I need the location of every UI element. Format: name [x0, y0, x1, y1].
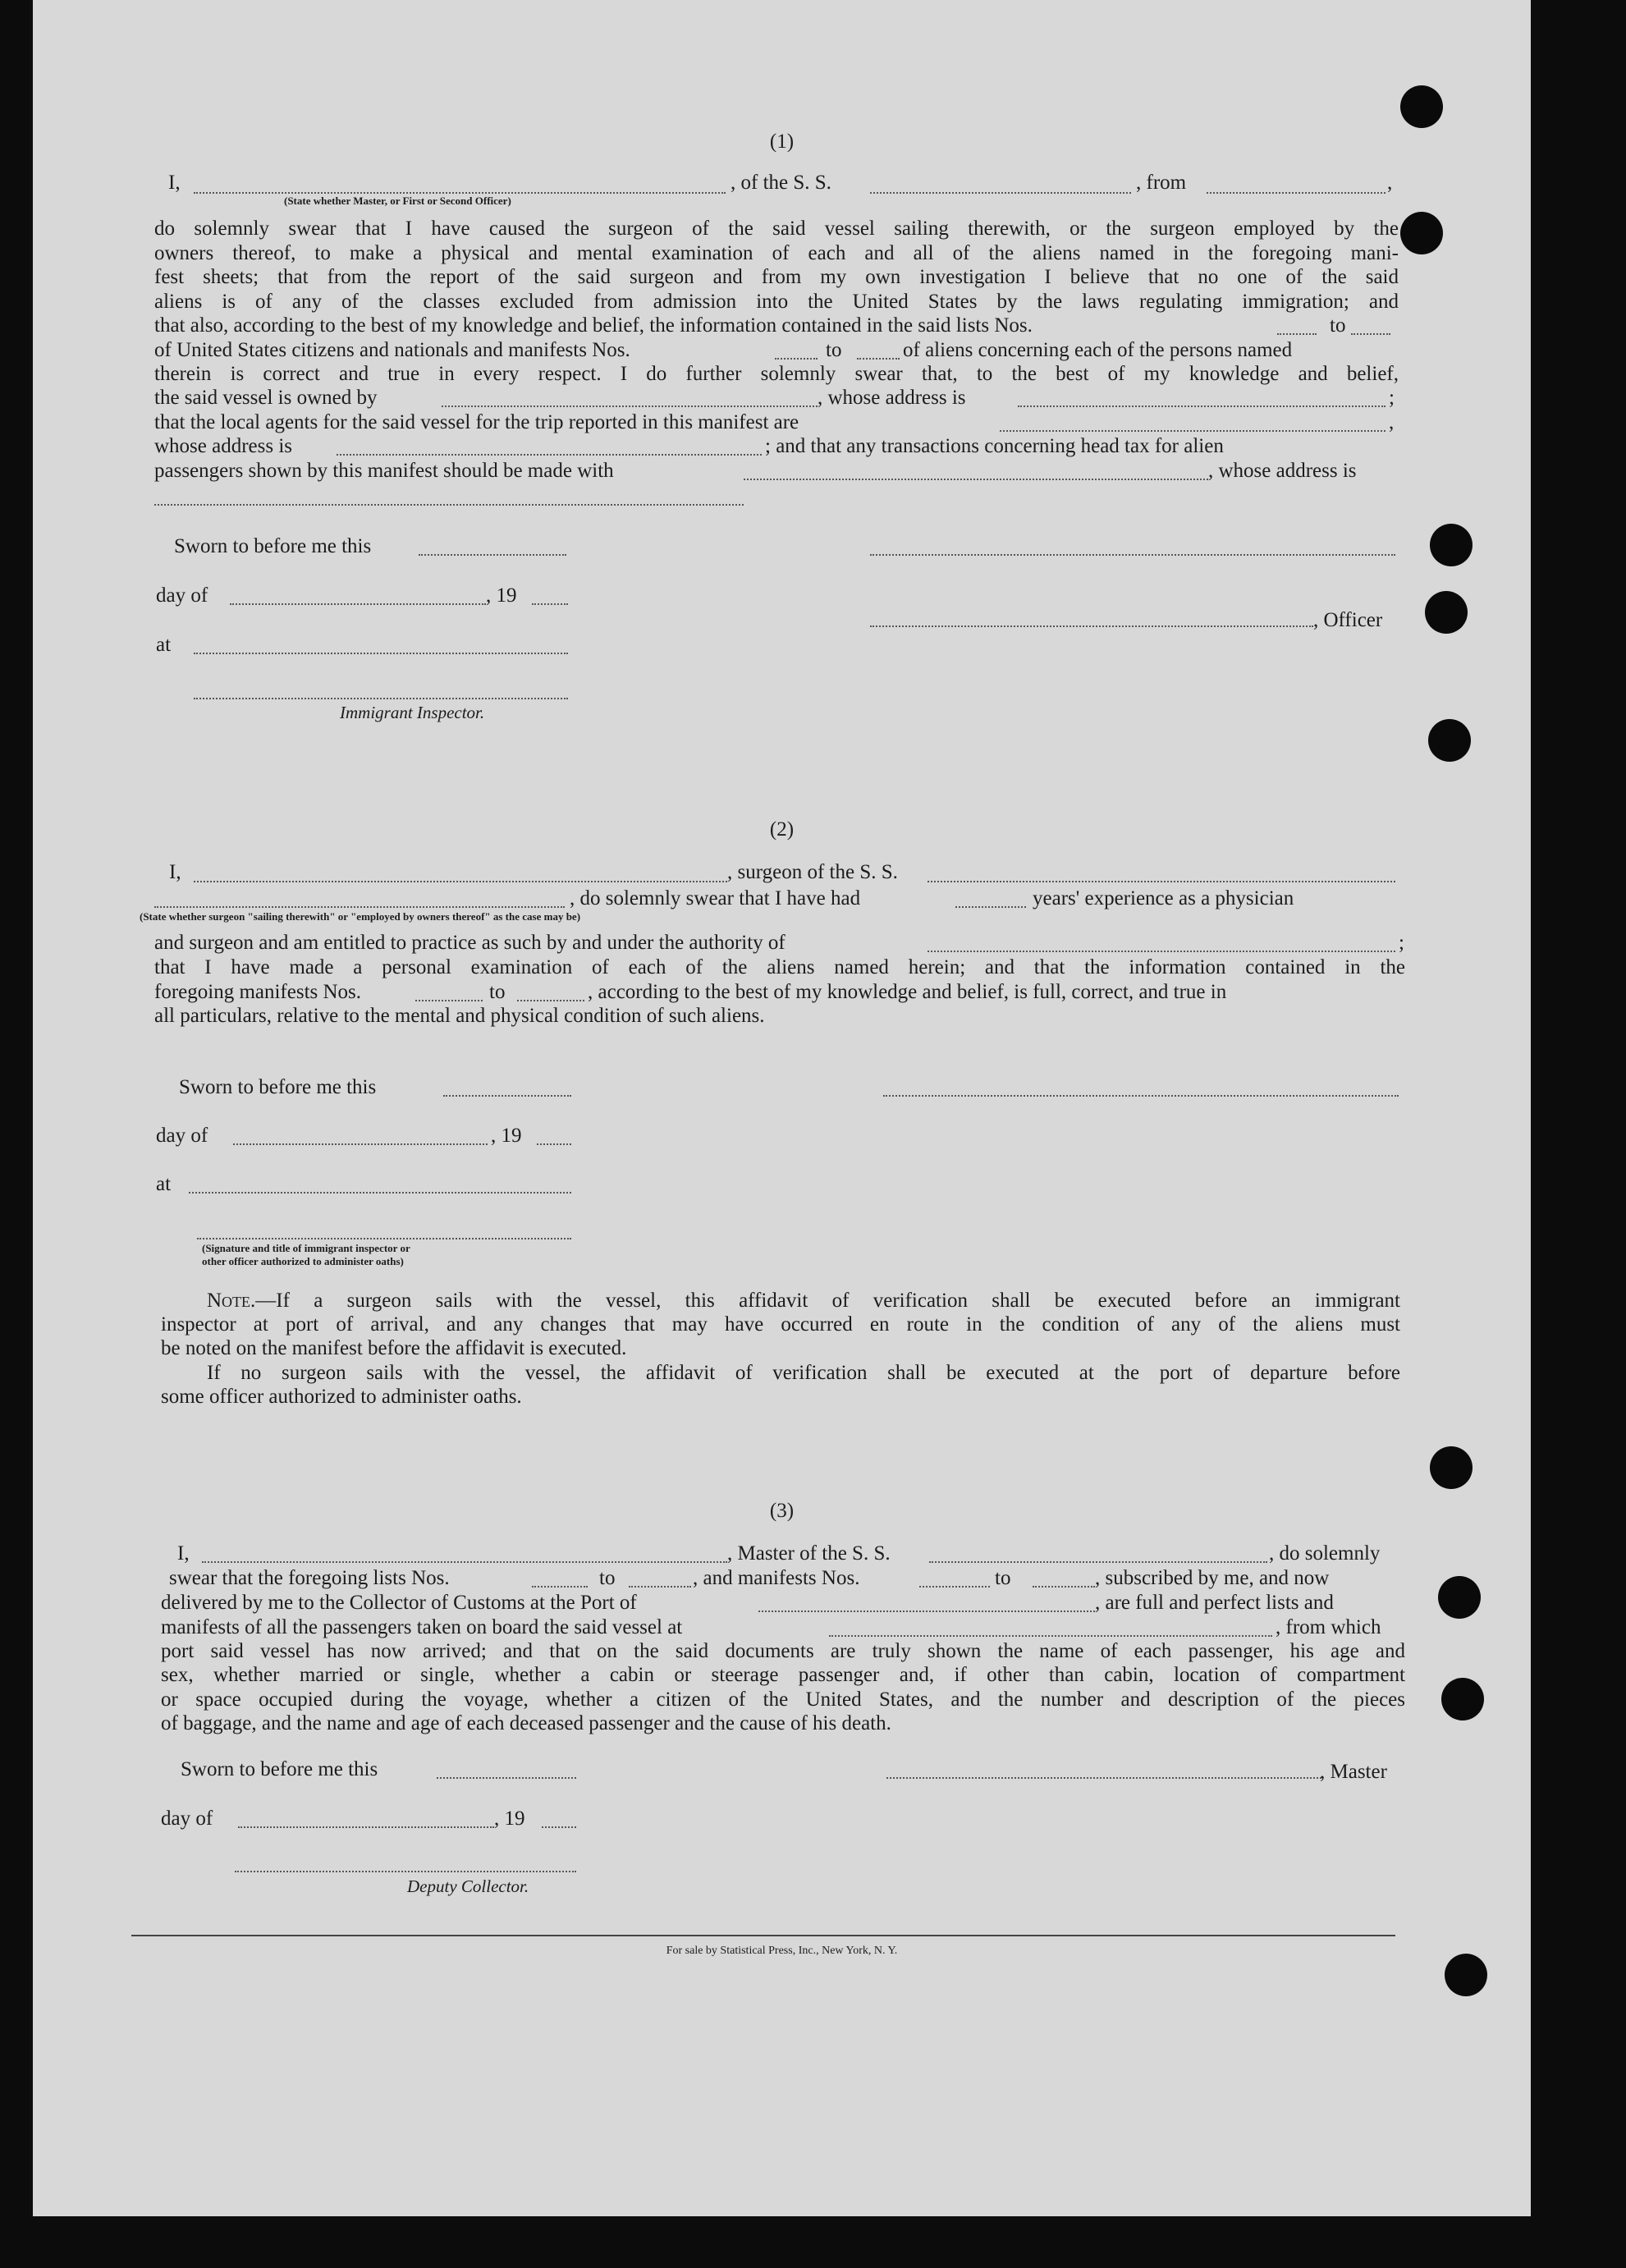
text-comma: , [1389, 411, 1395, 433]
surgeon-signature-field[interactable] [883, 1095, 1399, 1097]
agents-field[interactable] [1000, 430, 1386, 432]
inspector-signature-field[interactable] [197, 1238, 571, 1239]
text-owned-by: the said vessel is owned by [154, 387, 378, 409]
master-name-field[interactable] [202, 1561, 727, 1563]
punch-hole [1400, 85, 1443, 128]
punch-hole [1425, 591, 1468, 634]
inspector-signature-field[interactable] [194, 698, 568, 699]
text-local-agents: that the local agents for the said vessel for the trip reported in this manifest are [154, 411, 799, 433]
text-taken-at: manifests of all the passengers taken on board the said vessel at [161, 1616, 683, 1638]
years-field[interactable] [955, 906, 1026, 908]
note-line: be noted on the manifest before the affidavit is executed. [161, 1337, 627, 1359]
head-tax-party-field[interactable] [744, 479, 1208, 480]
footer-rule [131, 1935, 1395, 1936]
paragraph-line: port said vessel has now arrived; and that on the said documents are truly shown the name of each passenger, his age and [161, 1640, 1405, 1662]
paragraph-line: all particulars, relative to the mental and physical condition of such aliens. [154, 1005, 765, 1027]
day-of-label: day of [156, 584, 208, 607]
text-to: to [599, 1567, 616, 1589]
year-label: , 19 [494, 1808, 525, 1830]
owner-field[interactable] [442, 405, 818, 407]
year-label: , 19 [486, 584, 517, 607]
text-to: to [995, 1567, 1011, 1589]
text-whose-address: , whose address is [818, 387, 966, 409]
text-i: I, [168, 172, 181, 194]
text-head-tax: passengers shown by this manifest should be made with [154, 460, 614, 482]
text-i: I, [177, 1542, 190, 1565]
text-comma: , [1387, 172, 1393, 194]
text-to: to [1330, 314, 1346, 337]
text-full-perfect: , are full and perfect lists and [1095, 1592, 1334, 1614]
master-signature-field[interactable] [886, 1777, 1321, 1779]
inspector-label: Immigrant Inspector. [340, 703, 485, 722]
paragraph-line: of aliens concerning each of the persons named [903, 339, 1293, 361]
sworn-label: Sworn to before me this [174, 535, 372, 557]
sworn-label: Sworn to before me this [179, 1076, 377, 1098]
owner-address-field[interactable] [1018, 405, 1386, 407]
year-label: , 19 [491, 1125, 522, 1147]
at-label: at [156, 634, 172, 656]
note-line: inspector at port of arrival, and any changes that may have occurred en route in the condition of any of the aliens must [161, 1313, 1400, 1336]
authority-field[interactable] [928, 951, 1395, 952]
surgeon-ship-field[interactable] [928, 881, 1395, 882]
note-line: some officer authorized to administer oaths. [161, 1386, 522, 1408]
year-field[interactable] [542, 1826, 576, 1828]
surgeon-name-field[interactable] [194, 881, 727, 882]
punch-hole [1430, 524, 1473, 566]
section-number: (3) [769, 1500, 795, 1522]
punch-hole [1438, 1576, 1481, 1619]
punch-hole [1445, 1954, 1487, 1996]
agents-address-field[interactable] [337, 454, 762, 456]
text-lists-nos: swear that the foregoing lists Nos. [169, 1567, 450, 1589]
section-number: (1) [769, 131, 795, 153]
signature-note: other officer authorized to administer oaths) [202, 1255, 404, 1267]
text-swear: , do solemnly swear that I have had [570, 887, 861, 909]
printer-credit: For sale by Statistical Press, Inc., New York, N. Y. [666, 1945, 898, 1957]
lists-from-field[interactable] [532, 1586, 588, 1588]
day-field[interactable] [238, 1826, 494, 1828]
paragraph-line: ; and that any transactions concerning head tax for alien [765, 435, 1224, 457]
text-whose-address: whose address is [154, 435, 293, 457]
master-ship-field[interactable] [929, 1561, 1267, 1563]
manifests-to-field[interactable] [1033, 1586, 1095, 1588]
collector-label: Deputy Collector. [407, 1876, 529, 1896]
text-to: to [826, 339, 842, 361]
punch-hole [1430, 1446, 1473, 1489]
text-port-of: delivered by me to the Collector of Customs at the Port of [161, 1592, 637, 1614]
sworn-date-field[interactable] [419, 554, 566, 556]
text-semicolon: ; [1389, 387, 1395, 409]
day-field[interactable] [233, 1143, 488, 1145]
at-field[interactable] [189, 1192, 571, 1194]
paragraph-line: that also, according to the best of my knowledge and belief, the information contained in the said lists Nos. [154, 314, 1033, 337]
paragraph-line: sex, whether married or single, whether a cabin or steerage passenger and, if other than cabin, location of compartment [161, 1664, 1405, 1686]
note-text: —If a surgeon sails with the vessel, this affidavit of verification shall be executed before an immigrant [255, 1290, 1400, 1312]
sworn-date-field[interactable] [443, 1095, 571, 1097]
ship-name-field[interactable] [870, 192, 1131, 194]
manifests-to-field[interactable] [517, 1000, 584, 1001]
at-field[interactable] [194, 653, 568, 654]
from-port-field[interactable] [1207, 192, 1386, 194]
text-whose-address: , whose address is [1208, 460, 1357, 482]
text-subscribed: , subscribed by me, and now [1095, 1567, 1330, 1589]
signature-note: (Signature and title of immigrant inspector or [202, 1242, 410, 1254]
day-field[interactable] [230, 603, 486, 605]
paragraph-line: , according to the best of my knowledge and belief, is full, correct, and true in [588, 981, 1227, 1003]
day-of-label: day of [156, 1125, 208, 1147]
text-do-solemnly: , do solemnly [1269, 1542, 1381, 1565]
note-line: If no surgeon sails with the vessel, the affidavit of verification shall be executed at the port of departure before [207, 1362, 1400, 1384]
year-field[interactable] [532, 603, 568, 605]
sworn-date-field[interactable] [437, 1777, 576, 1779]
manifests-from-field[interactable] [775, 358, 818, 360]
text-manifests-nos: foregoing manifests Nos. [154, 981, 362, 1003]
text-i: I, [169, 861, 181, 883]
lists-from-field[interactable] [1277, 333, 1317, 335]
text-master-of: , Master of the S. S. [727, 1542, 891, 1565]
master-label: , Master [1320, 1761, 1387, 1783]
head-tax-address-field[interactable] [154, 504, 744, 506]
text-to: to [489, 981, 506, 1003]
note-line [207, 1290, 1400, 1311]
paragraph-line: or space occupied during the voyage, whether a citizen of the United States, and the number and description of the pieces [161, 1688, 1405, 1711]
officer-note: (State whether Master, or First or Second Officer) [284, 195, 511, 207]
text-authority: and surgeon and am entitled to practice as such by and under the authority of [154, 932, 786, 954]
paragraph-line: owners thereof, to make a physical and mental examination of each and all of the aliens named in the foregoing mani- [154, 242, 1399, 264]
punch-hole [1428, 719, 1471, 762]
collector-signature-field[interactable] [235, 1871, 576, 1872]
text-from-which: , from which [1276, 1616, 1381, 1638]
text-surgeon-of: , surgeon of the S. S. [727, 861, 898, 883]
officer-label: , Officer [1313, 609, 1383, 631]
paragraph-line: therein is correct and true in every respect. I do further solemnly swear that, to the best of my knowledge and belief, [154, 363, 1399, 385]
punch-hole [1441, 1678, 1484, 1720]
year-field[interactable] [537, 1143, 571, 1145]
port-field[interactable] [758, 1611, 1095, 1612]
signature-line[interactable] [870, 554, 1395, 556]
text-of-ss: , of the S. S. [731, 172, 831, 194]
paragraph-line: of baggage, and the name and age of each deceased passenger and the cause of his death. [161, 1712, 891, 1734]
lists-to-field[interactable] [1351, 333, 1390, 335]
sworn-label: Sworn to before me this [181, 1758, 378, 1780]
text-semicolon: ; [1399, 932, 1404, 954]
officer-name-field[interactable] [194, 192, 726, 194]
day-of-label: day of [161, 1808, 213, 1830]
manifests-from-field[interactable] [919, 1586, 990, 1588]
text-manifests-nos: , and manifests Nos. [693, 1567, 860, 1589]
punch-hole [1400, 212, 1443, 254]
paragraph-line: aliens is of any of the classes excluded from admission into the United States by the laws regulating immigration; and [154, 291, 1399, 313]
paragraph-line: of United States citizens and nationals and manifests Nos. [154, 339, 630, 361]
surgeon-note: (State whether surgeon "sailing therewith" or "employed by owners thereof" as the case may be) [140, 910, 581, 923]
form-page [33, 0, 1531, 2216]
note-label: Note. [207, 1290, 256, 1312]
manifests-from-field[interactable] [415, 1000, 483, 1001]
paragraph-line: fest sheets; that from the report of the said surgeon and from my own investigation I believe that no one of the said [154, 266, 1399, 288]
lists-to-field[interactable] [629, 1586, 691, 1588]
departure-port-field[interactable] [829, 1635, 1272, 1637]
text-years: years' experience as a physician [1033, 887, 1294, 909]
at-label: at [156, 1173, 172, 1195]
officer-signature-field[interactable] [870, 625, 1313, 627]
paragraph-line: that I have made a personal examination of each of the aliens named herein; and that the information contained in the [154, 956, 1405, 978]
section-number: (2) [769, 818, 795, 841]
surgeon-type-field[interactable] [154, 906, 565, 908]
manifests-to-field[interactable] [857, 358, 900, 360]
text-from: , from [1136, 172, 1187, 194]
paragraph-line: do solemnly swear that I have caused the surgeon of the said vessel sailing therewith, or the surgeon employed by the [154, 218, 1399, 240]
